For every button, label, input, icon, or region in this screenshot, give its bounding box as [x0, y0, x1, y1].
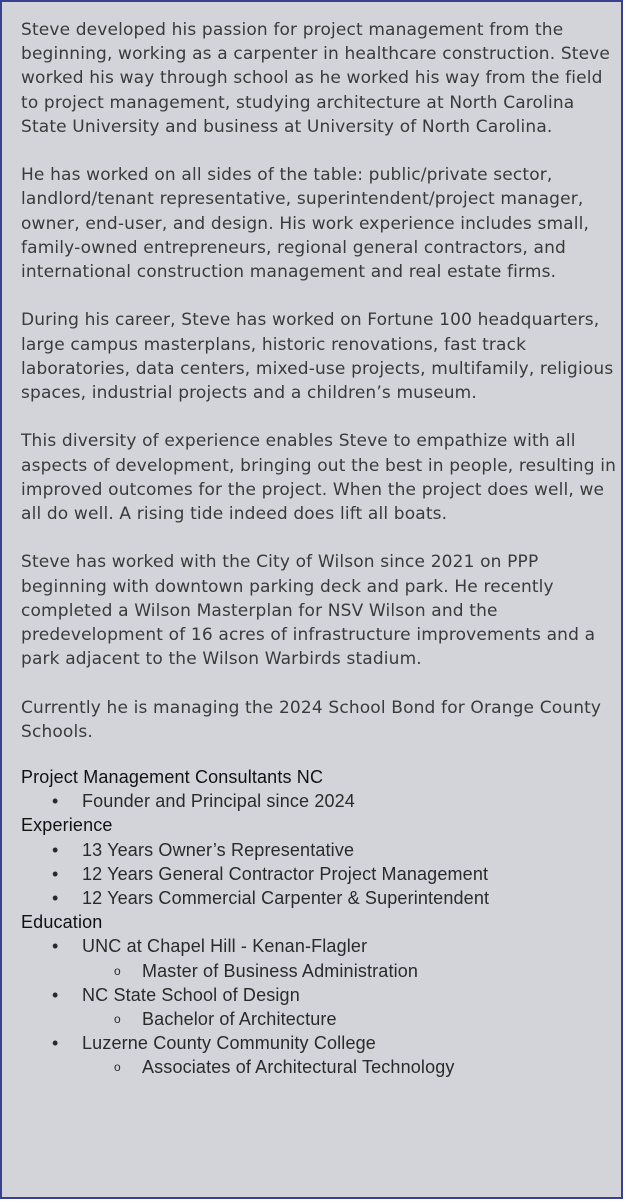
company-heading: Project Management Consultants NC [21, 767, 324, 788]
bullet-icon: • [52, 1033, 59, 1054]
circle-bullet-icon: o [114, 963, 121, 978]
bullet-icon: • [52, 936, 59, 957]
bio-text [21, 18, 621, 1080]
school-item [21, 983, 621, 1007]
bullet-icon: • [52, 863, 59, 884]
bullet-icon: • [52, 888, 59, 909]
degree-name: Bachelor of Architecture [142, 1009, 337, 1030]
list-item [21, 862, 621, 886]
bio-paragraph: He has worked on all sides of the table: public/private sector, landlord/tenant representative, superintendent/project manager, owner, end-user, and design. His work experience includes small, family-owned entrepreneurs, regional general contractors, and international construction management and real estate firms. [21, 165, 590, 283]
school-name: NC State School of Design [82, 984, 300, 1005]
experience-heading: Experience [21, 815, 113, 836]
experience-list [21, 838, 621, 911]
bio-paragraph: Currently he is managing the 2024 School Bond for Orange County Schools. [21, 697, 602, 742]
degree-name: Master of Business Administration [142, 960, 419, 981]
list-item-text: 12 Years General Contractor Project Management [82, 863, 489, 884]
bullet-icon: • [52, 839, 59, 860]
education-heading: Education [21, 912, 103, 933]
school-item [21, 1031, 621, 1055]
list-item-text: 12 Years Commercial Carpenter & Superintendent [82, 888, 490, 909]
circle-bullet-icon: o [114, 1012, 121, 1027]
bio-paragraph: Steve developed his passion for project management from the beginning, working as a carpenter in healthcare construction. Steve worked his way through school as he worked his way from the field to project management, studying architecture at North Carolina State University and business at University of North Carolina. [21, 20, 611, 137]
list-item [21, 789, 621, 813]
circle-bullet-icon: o [114, 1060, 121, 1075]
degree-item [21, 1055, 621, 1079]
list-item [21, 886, 621, 910]
list-item-text: Founder and Principal since 2024 [82, 791, 355, 812]
school-item [21, 934, 621, 958]
degree-name: Associates of Architectural Technology [142, 1057, 455, 1078]
school-name: UNC at Chapel Hill - Kenan-Flagler [82, 936, 368, 957]
credentials-list [21, 765, 621, 1080]
education-list [21, 934, 621, 1079]
list-item [21, 838, 621, 862]
school-name: Luzerne County Community College [82, 1033, 376, 1054]
bullet-icon: • [52, 791, 59, 812]
degree-item [21, 959, 621, 983]
list-item-text: 13 Years Owner’s Representative [82, 839, 355, 860]
bio-paragraph: This diversity of experience enables Steve to empathize with all aspects of development, bringing out the best in people, resulting in improved outcomes for the project. When the project does well, we all do well. A rising tide indeed does lift all boats. [21, 431, 616, 525]
bullet-icon: • [52, 984, 59, 1005]
bio-paragraph: Steve has worked with the City of Wilson since 2021 on PPP beginning with downtown parking deck and park. He recently completed a Wilson Masterplan for NSV Wilson and the predevelopment of 16 acres of infrastructure improvements and a park adjacent to the Wilson Warbirds stadium. [21, 552, 596, 670]
company-list [21, 789, 621, 813]
degree-item [21, 1007, 621, 1031]
bio-paragraph: During his career, Steve has worked on Fortune 100 headquarters, large campus masterplans, historic renovations, fast track laboratories, data centers, mixed-use projects, multifamily, religious spaces, industrial projects and a children’s museum. [21, 310, 614, 404]
